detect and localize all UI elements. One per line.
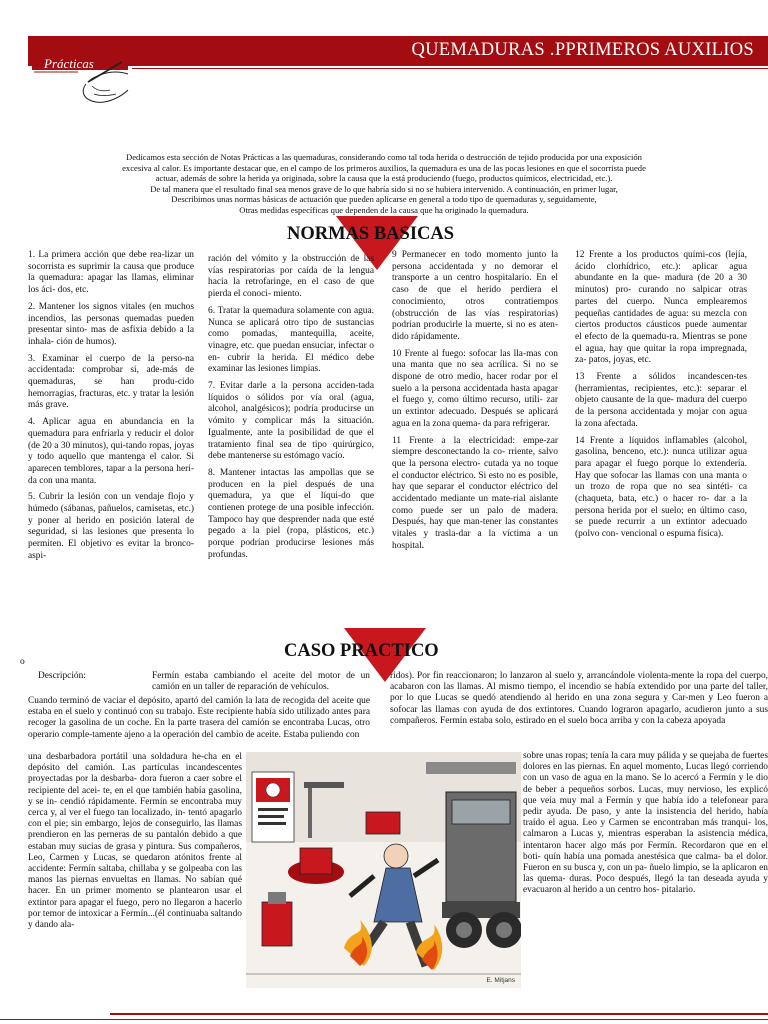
normas-item: 1. La primera acción que debe rea-lizar un socorrista es suprimir la causa que produce la quemadura: apagar las llamas, eliminar los áci- dos, etc. [28,250,194,296]
intro-line: De tal manera que el resultado final sea menos grave de lo que habría sido si no se hubiera intervenido. A continuación, en primer lugar, [150,183,618,194]
normas-item: 11 Frente a la electricidad: empe-zar siempre desconectando la co- rriente, salvo que la persona electro- cutada ya no toque el conductor eléctrico. Si esto no es posible, hay que separar el conductor eléctrico del accidentado mediante un mate-rial aislante como puede ser un palo de madera. Después, hay que man-tener las constantes vitales y trasla-dar a la víctima a un hospital. [392,435,558,551]
footer-rule-thin [0,1019,768,1020]
workshop-fire-illustration [246,752,521,988]
normas-item: 8. Mantener intactas las ampollas que se producen en la piel después de una quemadura, ya que el líqui-do que contienen protege de una posible infección. Tampoco hay que desprender nada que esté pegado a la piel (ropa, plásticos, etc.) porque podrían producirse lesiones más profundas. [208,467,374,560]
illustration-credit: E. Mitjans [486,977,515,984]
intro-line: excesiva al calor. Es importante destacar que, en el campo de los primeros auxilios, la quemadura es una de las pocas lesiones en que el socorrista puede [122,162,646,173]
intro-line: Describimos unas normas básicas de actuación que pueden aplicarse en general a todo tipo de quemaduras y, seguidamente, [171,194,597,204]
normas-item: 4. Aplicar agua en abundancia en la quemadura para enfriarla y reducir el dolor (de 20 a 30 minutos), qui-tando ropas, joyas y todo aquello que mantenga el calor. Si aparecen temblores, tapar a la persona heri- da con una manta. [28,417,194,486]
hand-writing-logo [30,36,130,106]
normas-item: 6. Tratar la quemadura solamente con agua. Nunca se aplicará otro tipo de sustancias como pomadas, mantequilla, aceite, vinagre, etc. que puedan ensuciar, infectar o en- cubrir la herida. El médico debe examinar las lesiones limpias. [208,305,374,375]
normas-item: 14 Frente a líquidos inflamables (alcohol, gasolina, benceno, etc.): nunca utilizar agua para apagar el fuego porque lo extendería. Hay que sofocar las llamas con una manta o un trozo de ropa que no sea sintéti- ca (chaqueta, bata, etc.) o hacer ro- dar a la persona herida por el suelo; en último caso, se puede recurrir a un extintor adecuado (polvo con- vencional o espuma física). [575,435,747,540]
section-title-normas: NORMAS BASICAS [287,224,455,244]
normas-item: 12 Frente a los productos quími-cos (lejía, ácido clorhídrico, etc.): aplicar agua abundante en la que- madura (de 20 a 30 minutos) pro- curando no salpicar otras partes del cuerpo. Nunca emplearemos pequeñas cantidades de agua: su mezcla con ciertos productos cáusticos puede aumentar el efecto de la quemadu-ra. Mientras se pone el agua, hay que quitar la ropa impregnada, za- patos, joyas, etc. [575,250,747,366]
case-text-right-narrow: sobre unas ropas; tenía la cara muy pálida y se quejaba de fuertes dolores en las piernas. En aquel momento, Lucas llegó corriendo con un vaso de agua en la mano. Se lo acercó a Fermín y le dio de beber a pequeños sorbos. Lucas, muy nervioso, les explicó que veía muy mal a Fermín y que había ido a telefonear para pedir ayuda. De paso, y ante la insistencia del herido, había traído el agua. Leo y Carmen se encontraban más tranqui- los, calmaron a Lucas y, mientras esperaban la asistencia médica, intentaron hacer algo más por Fermín. Recordaron que en el boti- quín había una pomada anestésica que calma- ba el dolor. Fueron en su busca y, con un pa- ñuelo limpio, se la aplicaron en las quema- duras. Poco después, llegó la tan deseada ayuda y evacuaron al herido a un centro hos- pitalario. [523,751,768,896]
description-label: Descripción: [38,671,86,681]
case-text-left-narrow: una desbarbadora portátil una soldadura he-cha en el depósito del camión. Las partículas incandescentes proyectadas por la desbarba- dora fueron a caer sobre el recipiente del acei- te, en el que también había gasolina, y se in- cendió rápidamente. Fermín se encontraba muy cerca y, al ver el fuego tan localizado, in- tentó apagarlo con el pie; sin embargo, lejos de conseguirlo, las llamas prendieron en las perneras de su pantalón debido a que estaban muy sucias de grasa y pintura. Sus compañeros, Leo, Carmen y Lucas, se quedaron atónitos frente al accidente: Fermín saltaba, chillaba y se golpeaba con las manos las piernas envueltas en llamas. No sabían qué hacer. En un primer momento se plantearon usar el extintor para apagar el fuego, pero no llegaron a hacerlo por temor de intoxicar a Fermín...(él continuaba saltando y dando ala- [28,752,242,931]
normas-item: 3. Examinar el cuerpo de la perso-na accidentada: comprobar si, ade-más de quemaduras, se han produ-cido hemorragias, fracturas, etc. y tratar la lesión más grave. [28,353,194,411]
intro-line: Dedicamos esta sección de Notas Prácticas a las quemaduras, considerando como tal toda herida o destrucción de tejido producida por una exposición [126,152,642,162]
normas-column-2 [208,254,374,567]
footer-rule [110,1013,768,1015]
case-text-intro: Fermín estaba cambiando el aceite del motor de un camión en un taller de reparación de vehículos. [152,671,370,693]
case-text-left: Cuando terminó de vaciar el depósito, apartó del camión la lata de recogida del aceite que estaba en el suelo y continuó con su trabajo. Este recipiente había sido utilizado antes para recoger la gasolina de un coche. En la parte trasera del camión se encontraba Lucas, otro operario comple-tamente ajeno a la operación del cambio de aceite. Estaba puliendo con [28,696,370,740]
normas-item: ración del vómito y la obstrucción de las vías respiratorias por caída de la lengua hacia la retrofaringe, en el caso de que pierda el conoci- miento. [208,254,374,300]
normas-item: 7. Evitar darle a la persona acciden-tada líquidos o sólidos por vía oral (agua, alcohol, analgésicos); podría producirse un vómito y complicar más la situación. Igualmente, ante la posibilidad de que el tratamiento final sea de tipo quirúrgico, debe mantenerse su estómago vacío. [208,381,374,462]
normas-item: 13 Frente a sólidos incandescen-tes (herramientas, recipientes, etc.): separar el objeto causante de la que- madura del cuerpo de la persona accidentada y mojar con agua la zona afectada. [575,372,747,429]
normas-item: 2. Mantener los signos vitales (en muchos incendios, las personas quemadas pueden presentar sinto- mas de asfixia debido a la inhala- ción de humos). [28,301,194,347]
intro-paragraph [20,152,748,215]
normas-column-4 [575,250,747,546]
normas-item: 9 Permanecer en todo momento junto la persona accidentada y no demorar el transporte a un centro hospitalario. En el caso de que el herido perdiera el conocimiento, otros contratiempos (obstrucción de las vías respiratorias) podrían producirle la muerte, si no es aten-dido rápidamente. [392,250,558,342]
normas-column-1 [28,250,194,568]
stray-mark: o [20,657,25,667]
page-title: QUEMADURAS .PPRIMEROS AUXILIOS [411,40,754,60]
illustration-drawing [246,752,521,988]
intro-line: actuar, además de sobre la herida ya originada, sobre la causa que la está produciendo (fuego, productos químicos, electricidad, etc.). [155,173,613,183]
header-bar [28,36,768,66]
intro-line: Otras medidas específicas que dependen de la causa que ha originado la quemadura. [239,204,529,215]
section-title-caso: CASO PRACTICO [284,641,439,661]
case-text-right: ridos). Por fin reaccionaron; lo lanzaron al suelo y, arrancándole violenta-mente la ropa del cuerpo, acabaron con las llamas. Al mismo tiempo, el incendio se había extendido por una parte del taller, por lo que Lucas se quedó atendiendo al herido en una zona segura y Car-men y Leo fueron a sofocar las llamas con ayuda de dos extintores. Cuando lograron apagarlo, acudieron junto a sus compañeros. Fermín estaba solo, estirado en el suelo boca arriba y con la cabeza apoyada [390,671,768,726]
normas-column-3 [392,250,558,558]
header-rule [132,68,768,69]
svg-text:Prácticas: Prácticas [44,56,94,71]
normas-item: 10 Frente al fuego: sofocar las lla-mas con una manta que no sea acrílica. Si no se dispone de otro medio, hacer rodar por el suelo a la persona accidentada hasta apagar el fuego y, como último recurso, utili- zar un extintor adecuado. Después se aplicará agua en la zona quema- da para refrigerar. [392,348,558,429]
normas-item: 5. Cubrir la lesión con un vendaje flojo y húmedo (sábanas, pañuelos, camisetas, etc.) y poner al herido en posición lateral de seguridad, si las lesiones que presenta lo permiten. El objetivo es evitar la bronco-aspi- [28,492,194,561]
